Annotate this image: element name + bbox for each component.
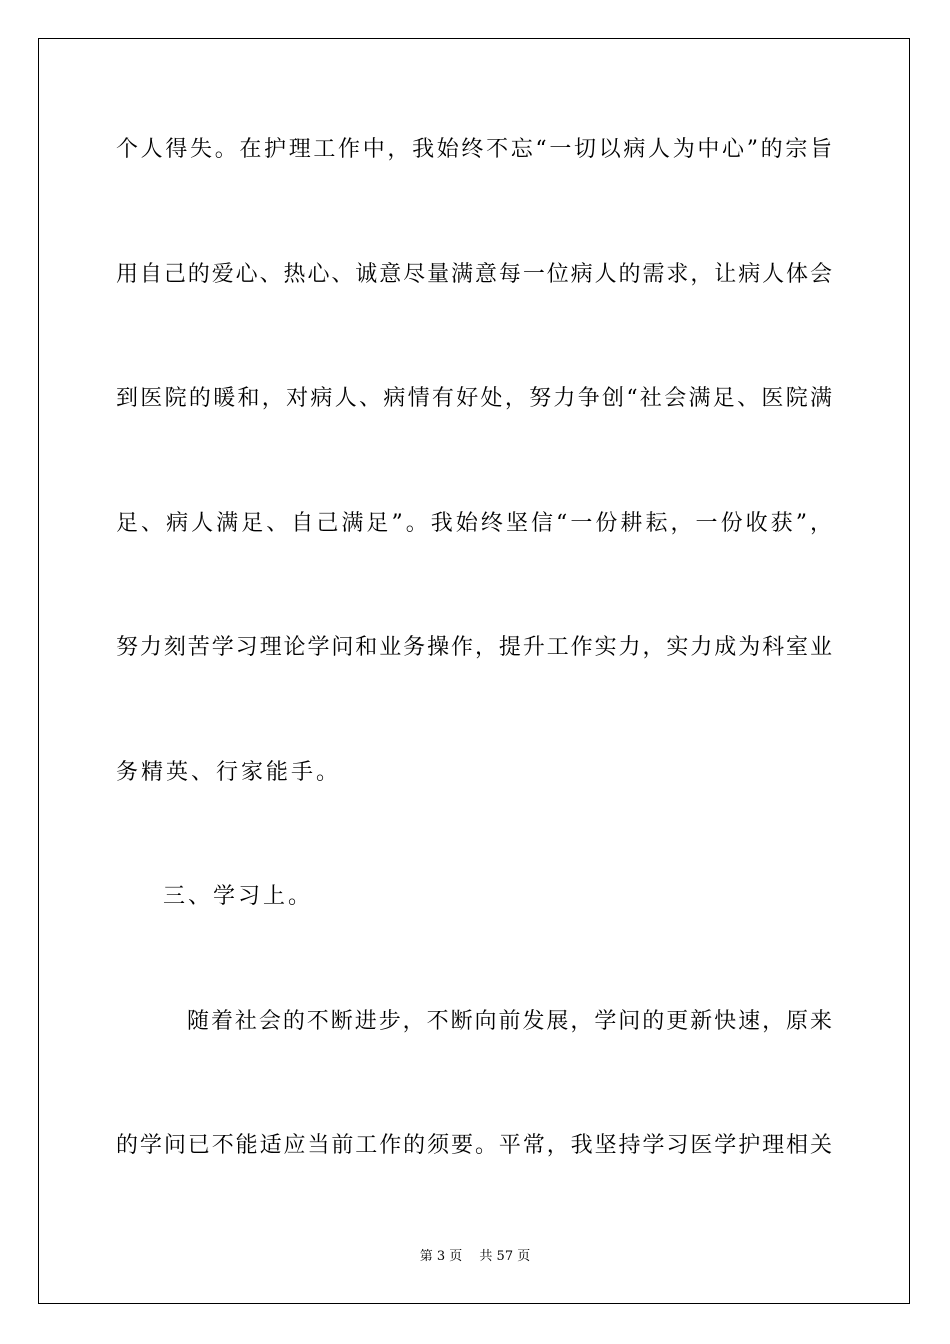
body-text-line: 务精英、行家能手。 <box>116 760 342 785</box>
page-number-footer: 第 3 页 共 57 页 <box>419 1249 531 1264</box>
body-text-line: 用自己的爱心、热心、诚意尽量满意每一位病人的需求，让病人体会 <box>116 262 832 287</box>
body-text-line: 到医院的暖和，对病人、病情有好处，努力争创“社会满足、医院满 <box>116 386 832 411</box>
section-heading: 三、学习上。 <box>163 884 314 909</box>
page-border <box>38 38 910 1304</box>
body-text-line: 个人得失。在护理工作中，我始终不忘“一切以病人为中心”的宗旨 <box>116 137 832 162</box>
body-text-line: 努力刻苦学习理论学问和业务操作，提升工作实力，实力成为科室业 <box>116 635 832 660</box>
body-text-line: 的学问已不能适应当前工作的须要。平常，我坚持学习医学护理相关 <box>116 1133 832 1158</box>
body-text-line: 足、病人满足、自己满足”。我始终坚信“一份耕耘，一份收获”， <box>116 511 832 536</box>
paragraph-first-line: 随着社会的不断进步，不断向前发展，学问的更新快速，原来 <box>187 1009 832 1034</box>
